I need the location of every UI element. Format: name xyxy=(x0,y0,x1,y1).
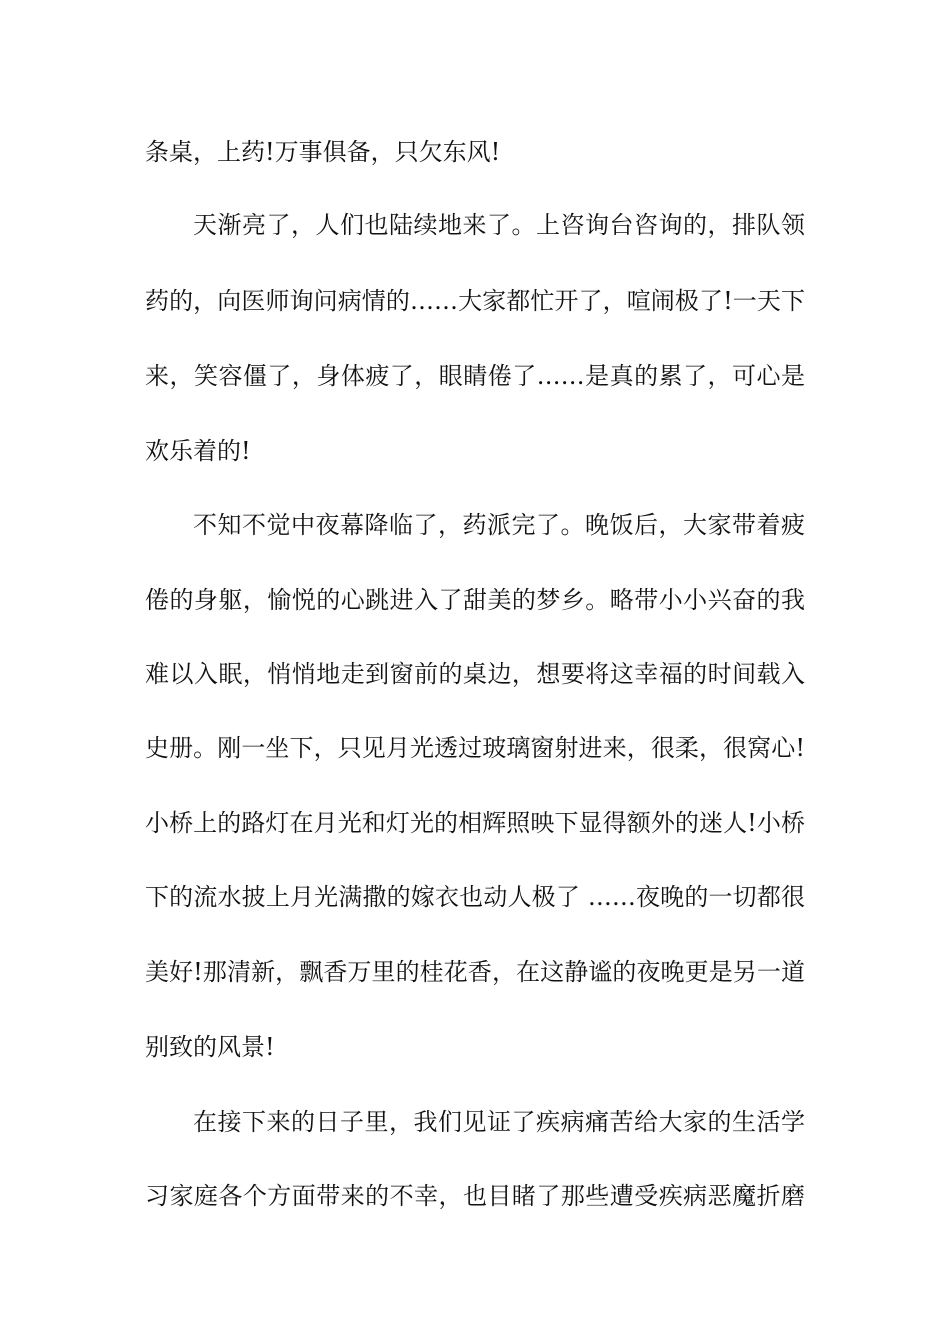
paragraph-first-line: 天渐亮了，人们也陆续地来了。上咨询台咨询的，排队领 xyxy=(193,211,805,239)
text-line: 难以入眠，悄悄地走到窗前的桌边，想要将这幸福的时间载入 xyxy=(145,660,805,688)
text-line: 别致的风景! xyxy=(145,1033,275,1061)
text-line: 来，笑容僵了，身体疲了，眼睛倦了……是真的累了，可心是 xyxy=(145,362,805,390)
text-line: 美好!那清新，飘香万里的桂花香，在这静谧的夜晚更是另一道 xyxy=(145,958,805,986)
paragraph-first-line: 在接下来的日子里，我们见证了疾病痛苦给大家的生活学 xyxy=(193,1108,805,1136)
paragraph-first-line: 不知不觉中夜幕降临了，药派完了。晚饭后，大家带着疲 xyxy=(193,511,805,539)
text-line: 欢乐着的! xyxy=(145,437,251,465)
text-line: 习家庭各个方面带来的不幸，也目睹了那些遭受疾病恶魔折磨 xyxy=(145,1182,805,1210)
text-line: 下的流水披上月光满撒的嫁衣也动人极了 ……夜晚的一切都很 xyxy=(145,883,805,911)
text-line: 史册。刚一坐下，只见月光透过玻璃窗射进来，很柔，很窝心! xyxy=(145,734,805,762)
text-line: 小桥上的路灯在月光和灯光的相辉照映下显得额外的迷人!小桥 xyxy=(145,809,805,837)
text-line: 药的，向医师询问病情的……大家都忙开了，喧闹极了!一天下 xyxy=(145,287,805,315)
text-line: 倦的身躯，愉悦的心跳进入了甜美的梦乡。略带小小兴奋的我 xyxy=(145,586,805,614)
text-line: 条桌，上药!万事俱备，只欠东风! xyxy=(145,138,501,166)
